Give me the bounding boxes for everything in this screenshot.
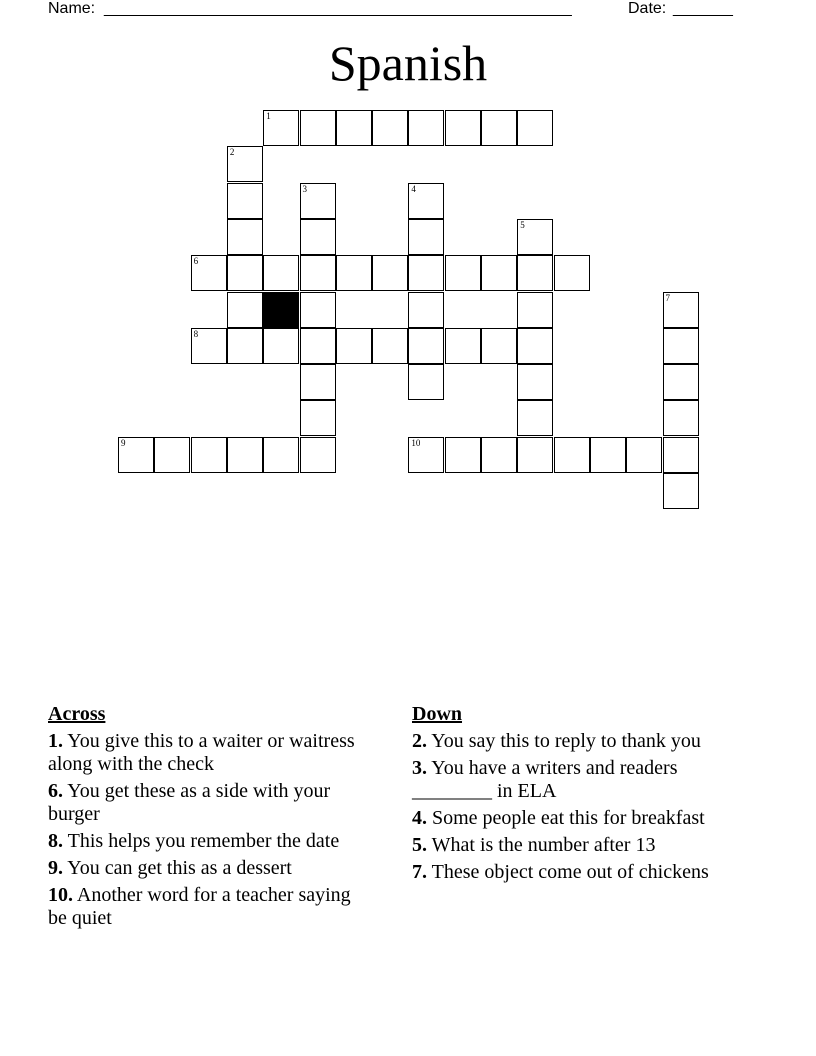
- crossword-cell[interactable]: [663, 328, 699, 364]
- crossword-cell[interactable]: [118, 437, 154, 473]
- clue-num: 7.: [412, 861, 427, 883]
- clue-text: Another word for a teacher saying be quiet: [48, 884, 351, 929]
- crossword-cell[interactable]: [408, 255, 444, 291]
- crossword-cell[interactable]: [300, 328, 336, 364]
- clue-number: 8: [193, 328, 199, 339]
- clue-number: 5: [520, 219, 525, 230]
- crossword-cell[interactable]: [408, 219, 444, 255]
- clue-text: This helps you remember the date: [63, 830, 340, 852]
- crossword-cell[interactable]: [300, 437, 336, 473]
- clue-num: 8.: [48, 830, 63, 852]
- down-clue: [412, 861, 752, 884]
- crossword-cell[interactable]: [481, 437, 517, 473]
- clue-number: 9: [121, 437, 126, 448]
- crossword-cell[interactable]: [517, 400, 553, 436]
- crossword-cell[interactable]: [263, 437, 299, 473]
- clue-number: 1: [266, 111, 271, 121]
- crossword-cell[interactable]: [336, 110, 372, 146]
- name-label: Name:: [48, 0, 96, 17]
- crossword-block: [263, 292, 299, 328]
- crossword-cell[interactable]: [481, 255, 517, 291]
- crossword-cell[interactable]: [517, 437, 553, 473]
- crossword-cell[interactable]: [408, 328, 444, 364]
- crossword-cell[interactable]: [191, 328, 227, 364]
- crossword-cell[interactable]: [263, 255, 299, 291]
- across-clue: [48, 730, 368, 776]
- clue-text: What is the number after 13: [427, 834, 656, 856]
- crossword-cell[interactable]: [445, 328, 481, 364]
- clue-text: You have a writers and readers ________ in ELA: [412, 757, 678, 802]
- crossword-cell[interactable]: [445, 110, 481, 146]
- crossword-cell[interactable]: [227, 219, 263, 255]
- clue-number: 10: [411, 437, 421, 448]
- across-clue: [48, 780, 368, 826]
- crossword-cell[interactable]: [663, 473, 699, 509]
- crossword-cell[interactable]: [481, 110, 517, 146]
- crossword-cell[interactable]: [227, 255, 263, 291]
- crossword-cell[interactable]: [300, 110, 336, 146]
- clue-text: Some people eat this for breakfast: [427, 807, 705, 829]
- crossword-cell[interactable]: [517, 292, 553, 328]
- clue-text: You say this to reply to thank you: [427, 730, 701, 752]
- crossword-cell[interactable]: [408, 437, 444, 473]
- crossword-cell[interactable]: [300, 255, 336, 291]
- down-clue: [412, 807, 752, 830]
- across-clue: [48, 884, 368, 930]
- crossword-cell[interactable]: [227, 437, 263, 473]
- crossword-cell[interactable]: [154, 437, 190, 473]
- clue-number: 6: [193, 256, 199, 267]
- crossword-cell[interactable]: [408, 292, 444, 328]
- crossword-cell[interactable]: [554, 255, 590, 291]
- crossword-cell[interactable]: [408, 183, 444, 219]
- across-clue: [48, 830, 368, 853]
- clue-text: These object come out of chickens: [427, 861, 709, 883]
- crossword-cell[interactable]: [626, 437, 662, 473]
- date-field-line: _______: [673, 0, 733, 17]
- crossword-cell[interactable]: [663, 400, 699, 436]
- crossword-cell[interactable]: [408, 110, 444, 146]
- clue-number: 7: [665, 292, 670, 303]
- crossword-cell[interactable]: [663, 437, 699, 473]
- crossword-cell[interactable]: [372, 255, 408, 291]
- crossword-cell[interactable]: [191, 255, 227, 291]
- clue-num: 5.: [412, 834, 427, 856]
- crossword-cell[interactable]: [445, 255, 481, 291]
- crossword-cell[interactable]: [300, 400, 336, 436]
- down-clue: [412, 757, 752, 803]
- crossword-cell[interactable]: [517, 328, 553, 364]
- clue-num: 4.: [412, 807, 427, 829]
- crossword-cell[interactable]: [517, 255, 553, 291]
- date-label: Date:: [628, 0, 667, 17]
- down-clues: [412, 703, 752, 888]
- clue-num: 10.: [48, 884, 73, 906]
- crossword-cell[interactable]: [300, 219, 336, 255]
- crossword-cell[interactable]: [517, 110, 553, 146]
- crossword-cell[interactable]: [663, 364, 699, 400]
- crossword-cell[interactable]: [263, 110, 299, 146]
- crossword-cell[interactable]: [663, 292, 699, 328]
- crossword-cell[interactable]: [227, 183, 263, 219]
- clue-number: 3: [302, 183, 307, 194]
- crossword-cell[interactable]: [263, 328, 299, 364]
- crossword-cell[interactable]: [590, 437, 626, 473]
- across-clues: [48, 703, 368, 934]
- clue-num: 6.: [48, 780, 63, 802]
- crossword-cell[interactable]: [300, 292, 336, 328]
- clue-num: 2.: [412, 730, 427, 752]
- crossword-cell[interactable]: [372, 328, 408, 364]
- clue-num: 9.: [48, 857, 63, 879]
- clue-num: 3.: [412, 757, 427, 779]
- crossword-cell[interactable]: [336, 255, 372, 291]
- crossword-cell[interactable]: [517, 364, 553, 400]
- down-clue: [412, 834, 752, 857]
- crossword-cell[interactable]: [445, 437, 481, 473]
- clue-text: You get these as a side with your burger: [48, 780, 331, 825]
- clue-text: You give this to a waiter or waitress along with the check: [48, 730, 355, 775]
- clue-num: 1.: [48, 730, 63, 752]
- clue-text: You can get this as a dessert: [63, 857, 292, 879]
- crossword-cell[interactable]: [517, 219, 553, 255]
- down-clue: [412, 730, 752, 753]
- crossword-cell[interactable]: [372, 110, 408, 146]
- clue-number: 2: [229, 147, 235, 158]
- down-heading: Down: [412, 703, 463, 725]
- crossword-cell[interactable]: [336, 328, 372, 364]
- crossword-cell[interactable]: [191, 437, 227, 473]
- crossword-cell[interactable]: [408, 364, 444, 400]
- crossword-cell[interactable]: [300, 364, 336, 400]
- crossword-cell[interactable]: [481, 328, 517, 364]
- crossword-cell[interactable]: [300, 183, 336, 219]
- name-field-line: _______________________________________________________: [104, 0, 572, 17]
- page-title: Spanish: [328, 35, 488, 91]
- across-clue: [48, 857, 368, 880]
- crossword-cell[interactable]: [227, 292, 263, 328]
- crossword-cell[interactable]: [227, 146, 263, 182]
- crossword-cell[interactable]: [227, 328, 263, 364]
- across-heading: Across: [48, 703, 106, 725]
- crossword-cell[interactable]: [554, 437, 590, 473]
- clue-number: 4: [411, 183, 416, 194]
